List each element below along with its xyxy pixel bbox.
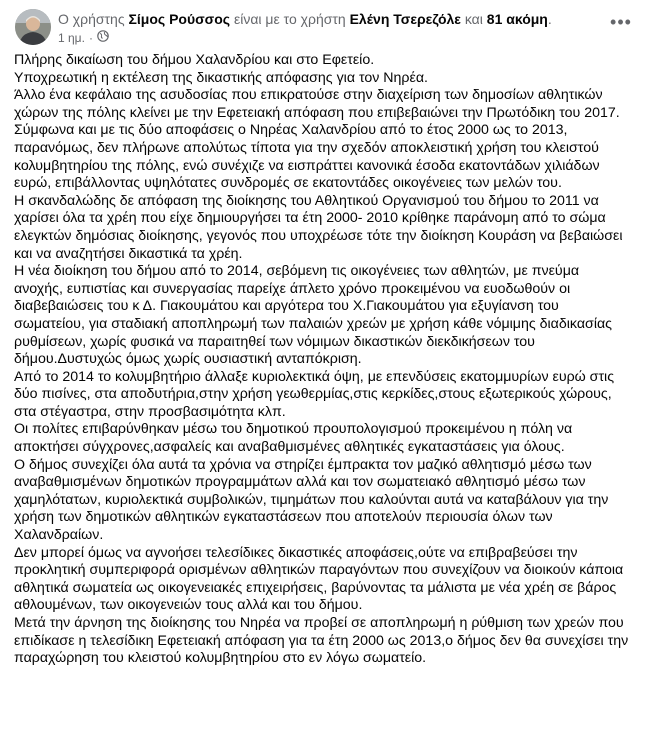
title-suffix: .: [547, 11, 552, 27]
post-meta: [58, 10, 597, 46]
post-body: [10, 52, 637, 668]
post-header: [10, 6, 637, 46]
post-paragraph: Μετά την άρνηση της διοίκησης του Νηρέα να προβεί σε αποπληρωμή η ρύθμιση των χρεών που επιδίκασε η τελεσίδικη Εφετειακή απόφαση για τα έτη 2000 ως 2013,ο δήμος δεν θα συνεχίσει την παραχώρηση του κλειστού κολυμβητηρίου στο εν λόγω σωματείο.: [14, 615, 629, 667]
separator-dot: ·: [88, 31, 93, 45]
post-paragraph: Πλήρης δικαίωση του δήμου Χαλανδρίου και στο Εφετείο.: [14, 52, 375, 68]
post-paragraph: Από το 2014 το κολυμβητήριο άλλαξε κυριολεκτικά όψη, με επενδύσεις εκατομμυρίων ευρώ στις δύο πισίνες, στα αποδυτήρια,στην χρήση γεωθερμίας,στις κερκίδες,στους εξωτερικούς χώρους, στα στέγαστρα, στην προσβασιμότητα κλπ.: [14, 368, 615, 420]
title-middle: είναι με το χρήστη: [233, 11, 346, 27]
post-paragraph: Σύμφωνα και με τις δύο αποφάσεις ο Νηρέας Χαλανδρίου από το έτος 2000 ως το 2013, παρανόμως, δεν πλήρωνε απολύτως τίποτα για την σχεδόν αποκλειστική χρήση του κλειστού κολυμβητηρίου της πόλης, ενώ συνέχιζε να εισπράττει κανονικά έσοδα εκατοντάδων χιλιάδων ευρώ, επιβάλλοντας υψηλότατες συνδρομές σε εκατοντάδες οικογένειες των μελών του.: [14, 122, 600, 192]
post-subline: [58, 30, 597, 46]
post-paragraph: Η νέα διοίκηση του δήμου από το 2014, σεβόμενη τις οικογένειες των αθλητών, με πνεύμα ανοχής, ευπιστίας και συνεργασίας παρείχε άπλετο χρόνο προκειμένου να ευοδωθούν οι διαβεβαιώσεις του κ Δ. Γιακουμάτου και αργότερα του Χ.Γιακουμάτου για εξυγίανση του σωματείου, για σταδιακή αποπληρωμή των παλαιών χρεών με χρήση κάθε νόμιμης διαδικασίας ρυθμίσεων, χωρίς φυσικά να παραιτηθεί των νόμιμων δικαστικών διεκδικήσεων του δήμου.Δυστυχώς όμως χωρίς ουσιαστική ανταπόκριση.: [14, 263, 613, 368]
avatar[interactable]: [15, 9, 51, 45]
post-paragraph: Δεν μπορεί όμως να αγνοήσει τελεσίδικες δικαστικές αποφάσεις,ούτε να επιβραβεύσει την προκλητική συμπεριφορά ορισμένων αθλητικών παραγόντων που συνεχίζουν να διοικούν κάποια αθλητικά σωματεία ως οικογενειακές επιχειρήσεις, βαρύνοντας τα μάλιστα με νέα χρέη σε βάρος αθλουμένων, των οικογενειών τους αλλά και του δήμου.: [14, 544, 624, 614]
others-count-link[interactable]: 81 ακόμη: [486, 11, 548, 27]
post-paragraph: Υποχρεωτική η εκτέλεση της δικαστικής απόφασης για τον Νηρέα.: [14, 69, 428, 86]
more-options-icon[interactable]: •••: [610, 11, 632, 32]
tagged-user-link[interactable]: Ελένη Τσερεζόλε: [349, 11, 461, 27]
post-paragraph: Η σκανδαλώδης δε απόφαση της διοίκησης του Αθλητικού Οργανισμού του δήμου το 2011 να χαρίσει όλα τα χρέη που είχε δημιουργήσει τα έτη 2000- 2010 κρίθηκε παράνομη από το σώμα ελεγκτών δημόσιας διοίκησης, γεγονός που υποχρέωσε τότε την διοίκηση Κουράση να βεβαιώσει και να αναζητήσει δικαστικά τα χρέη.: [14, 192, 623, 262]
public-globe-icon[interactable]: [97, 30, 109, 46]
post-paragraph: Άλλο ένα κεφάλαιο της ασυδοσίας που επικρατούσε στην διαχείριση των δημοσίων αθλητικών χώρων της πόλης κλείνει με την Εφετειακή απόφαση που επιβεβαιώνει την Πρωτόδικη του 2017.: [14, 87, 620, 121]
title-and: και: [464, 11, 483, 27]
author-name-link[interactable]: Σίμος Ρούσσος: [128, 11, 231, 27]
title-prefix: Ο χρήστης: [58, 11, 125, 27]
post-paragraph: Ο δήμος συνεχίζει όλα αυτά τα χρόνια να στηρίζει έμπρακτα τον μαζικό αθλητισμό μέσω των αναβαθμισμένων δημοτικών προγραμμάτων αλλά και τον σωματειακό αθλητισμό μέσω των χαμηλότατων, κυριολεκτικά συμβολικών, τιμημάτων που καλούνται αυτά να καταβάλουν για την χρήση των δημοτικών αθλητικών εγκαταστάσεων που αποτελούν περιουσία όλων των Χαλανδραίων.: [14, 456, 609, 544]
post-paragraph: Οι πολίτες επιβαρύνθηκαν μέσω του δημοτικού προυπολογισμού προκειμένου η πόλη να αποκτήσει σύγχρονες,ασφαλείς και αναβαθμισμένες αθλητικές εγκαταστάσεις για όλους.: [14, 421, 573, 456]
post-title-line: [58, 10, 597, 28]
post-timestamp[interactable]: 1 ημ.: [58, 31, 85, 45]
